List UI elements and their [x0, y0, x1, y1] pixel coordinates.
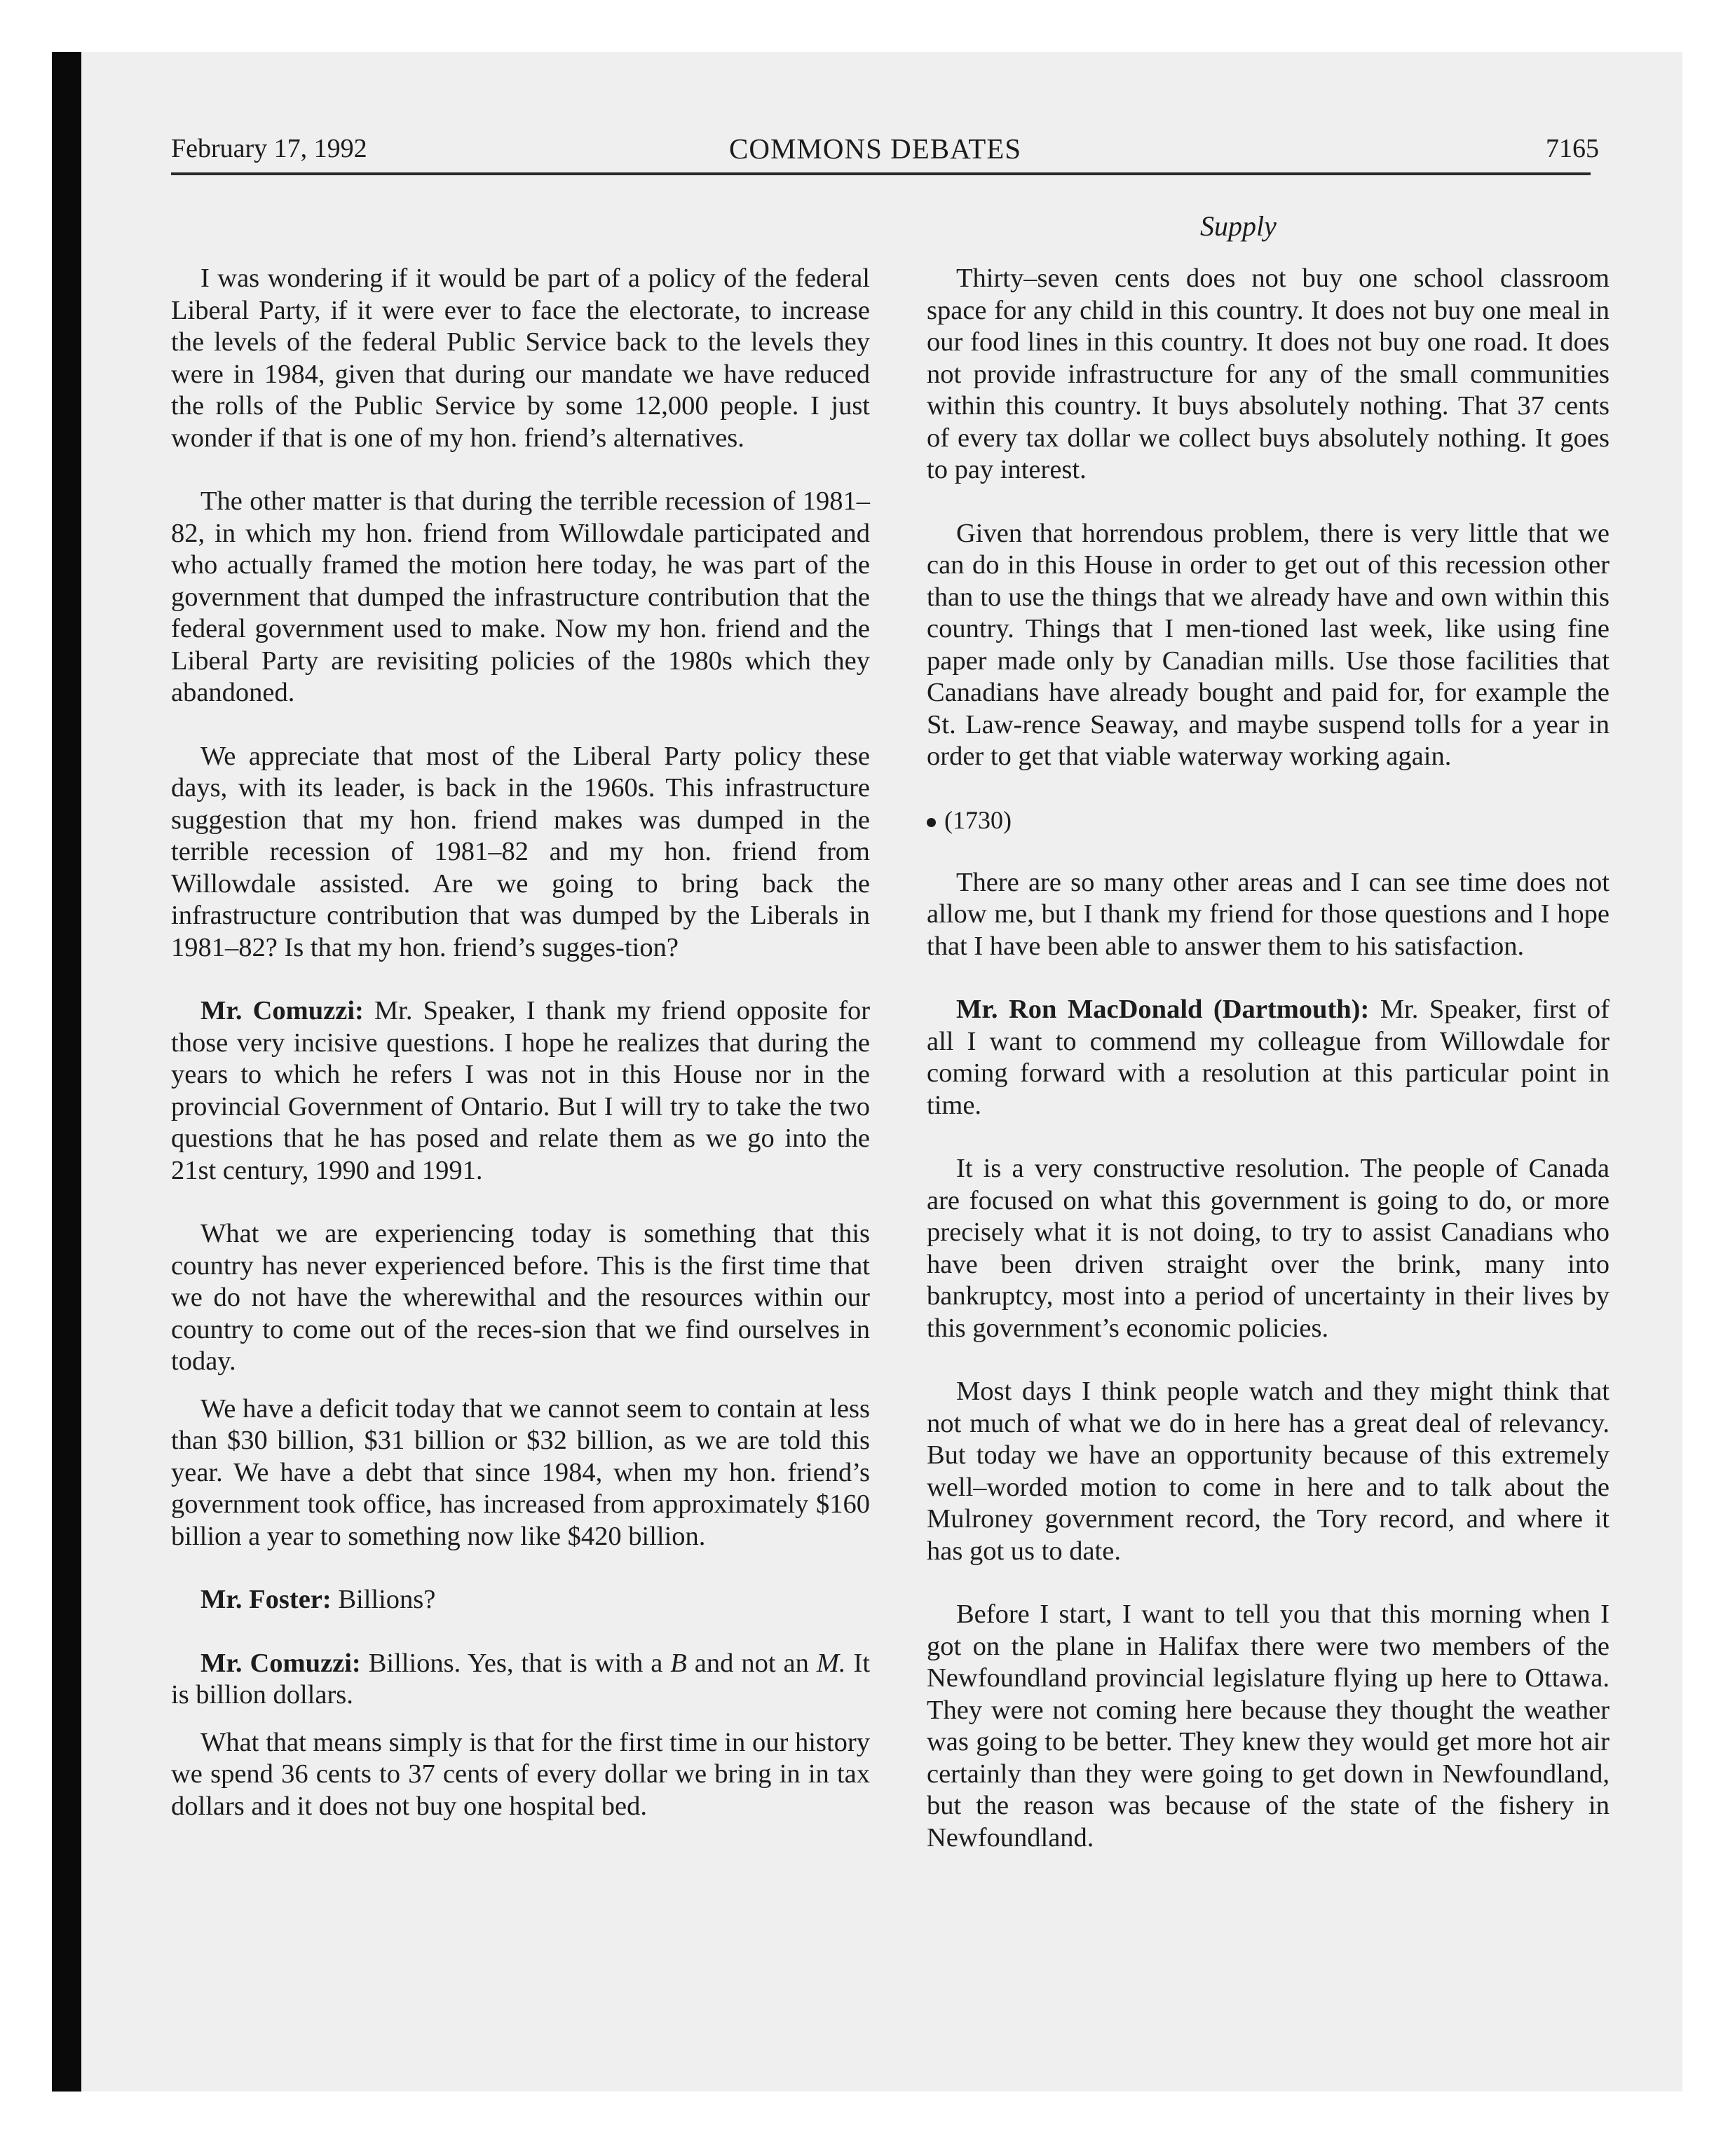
paragraph: Most days I think people watch and they might think that not much of what we do in here has a great deal of relevancy. But today we have an opportunity because of this extremely well–worded motion to come in here and to talk about the Mulroney government record, the Tory record, and where it has got us to date. — [927, 1377, 1610, 1566]
time-marker-text: (1730) — [944, 805, 1012, 834]
speech-text: It is billion dollars. — [171, 1648, 871, 1710]
speech-paragraph — [171, 995, 870, 1187]
speaker-name: Mr. Foster: — [200, 1585, 332, 1614]
speech-paragraph — [927, 994, 1610, 1121]
speaker-name: Mr. Ron MacDonald (Dartmouth): — [956, 995, 1370, 1024]
paragraph: The other matter is that during the terrible recession of 1981–82, in which my hon. friend from Willowdale participated and who actually framed the motion here today, he was part of the government that dumped the infrastructure contribution that the federal government used to make. Now my hon. friend and the Liberal Party are revisiting policies of the 1980s which they abandoned. — [171, 486, 870, 707]
paragraph: What that means simply is that for the first time in our history we spend 36 cents to 37 cents of every dollar we bring in in tax dollars and it does not buy one hospital bed. — [171, 1727, 870, 1821]
speech-paragraph — [171, 1584, 870, 1616]
speech-text: Mr. Speaker, first of all I want to commend my colleague from Willowdale for coming forward with a resolution at this particular point in time. — [927, 995, 1610, 1120]
left-column — [171, 263, 870, 1854]
binding-edge — [52, 52, 81, 2092]
paragraph: Given that horrendous problem, there is very little that we can do in this House in order to get out of this recession other than to use the things that we already have and own within this country. Things that I men-tioned last week, like using fine paper made only by Canadian mills. Use those facilities that Canadians have already bought and paid for, for example the St. Law-rence Seaway, and maybe suspend tolls for a year in order to get that viable waterway working again. — [927, 518, 1610, 771]
page-number: 7165 — [1546, 134, 1599, 163]
header-date: February 17, 1992 — [171, 134, 367, 163]
time-marker — [927, 805, 1610, 836]
header-rule — [171, 172, 1591, 175]
speech-paragraph — [171, 1648, 870, 1712]
italic-letter: B — [670, 1648, 687, 1678]
paragraph: We have a deficit today that we cannot seem to contain at less than $30 billion, $31 billion or $32 billion, as we are told this year. We have a debt that since 1984, when my hon. friend’s government took office, has increased from approximately $160 billion a year to something now like $420 billion. — [171, 1393, 870, 1551]
italic-letter: M. — [816, 1648, 846, 1678]
paragraph: We appreciate that most of the Liberal Party policy these days, with its leader, is back in the 1960s. This infrastructure suggestion that my hon. friend makes was dumped in the terrible recession of 1981–82 and my hon. friend from Willowdale assisted. Are we going to bring back the infrastructure contribution that was dumped by the Liberals in 1981–82? Is that my hon. friend’s sugges-tion? — [171, 741, 870, 962]
header-title: COMMONS DEBATES — [729, 132, 1022, 165]
paragraph: Thirty–seven cents does not buy one school classroom space for any child in this country. It does not buy one meal in our food lines in this country. It does not buy one road. It does not provide infrastructure for any of the small communities within this country. It buys absolutely nothing. That 37 cents of every tax dollar we collect buys absolutely nothing. It goes to pay interest. — [927, 264, 1610, 484]
section-title: Supply — [1200, 210, 1277, 242]
paragraph: There are so many other areas and I can see time does not allow me, but I thank my friend for those questions and I hope that I have been able to answer them to his satisfaction. — [927, 867, 1610, 961]
speaker-name: Mr. Comuzzi: — [200, 1648, 361, 1678]
right-column — [927, 263, 1610, 1885]
bullet-icon — [927, 818, 936, 827]
speech-text: Billions. Yes, that is with a — [368, 1648, 663, 1678]
speaker-name: Mr. Comuzzi: — [200, 996, 364, 1025]
speech-text: Billions? — [338, 1585, 436, 1614]
paragraph: Before I start, I want to tell you that this morning when I got on the plane in Halifax there were two members of the Newfoundland provincial legislature flying up here to Ottawa. They were not coming here because they thought the weather was going to be better. They knew they would get more hot air certainly than they were going to get down in Newfoundland, but the reason was because of the state of the fishery in Newfoundland. — [927, 1599, 1610, 1853]
paragraph: What we are experiencing today is something that this country has never experienced before. This is the first time that we do not have the wherewithal and the resources within our country to come out of the reces-sion that we find ourselves in today. — [171, 1219, 870, 1376]
paragraph: It is a very constructive resolution. The people of Canada are focused on what this government is going to do, or more precisely what it is not doing, to try to assist Canadians who have been driven straight over the brink, many into bankruptcy, most into a period of uncertainty in their lives by this government’s economic policies. — [927, 1154, 1610, 1343]
paragraph: I was wondering if it would be part of a policy of the federal Liberal Party, if it were ever to face the electorate, to increase the levels of the federal Public Service back to the levels they were in 1984, given that during our mandate we have reduced the rolls of the Public Service by some 12,000 people. I just wonder if that is one of my hon. friend’s alternatives. — [171, 264, 870, 453]
speech-text: Mr. Speaker, I thank my friend opposite for those very incisive questions. I hope he realizes that during the years to which he refers I was not in this House nor in the provincial Government of Ontario. But I will try to take the two questions that he has posed and relate them as we go into the 21st century, 1990 and 1991. — [171, 996, 871, 1185]
speech-text: and not an — [694, 1648, 809, 1678]
